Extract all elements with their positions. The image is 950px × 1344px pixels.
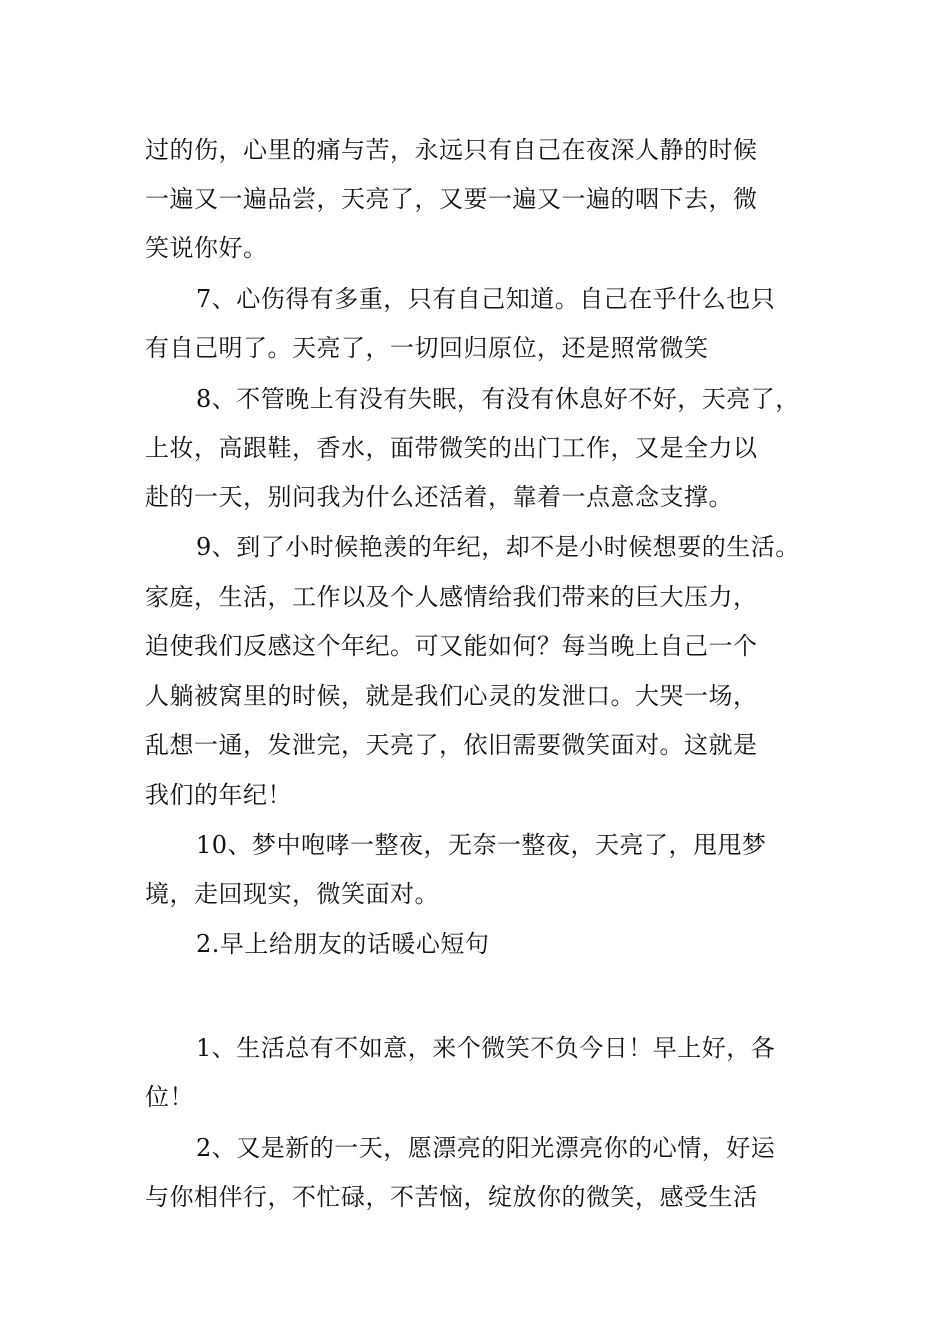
paragraph-8-start: 8、不管晚上有没有失眠，有没有休息好不好，天亮了， [196,385,800,413]
paragraph-7-start: 7、心伤得有多重，只有自己知道。自己在乎什么也只 [196,285,776,313]
text-line: 有自己明了。天亮了，一切回归原位，还是照常微笑 [145,334,709,362]
text-line: 上妆，高跟鞋，香水，面带微笑的出门工作，又是全力以 [145,434,758,462]
paragraph-1-start: 1、生活总有不如意，来个微笑不负今日！早上好，各 [196,1034,776,1062]
paragraph-10-start: 10、梦中咆哮一整夜，无奈一整夜，天亮了，甩甩梦 [196,831,767,859]
text-line: 一遍又一遍品尝，天亮了，又要一遍又一遍的咽下去，微 [145,185,758,213]
text-line: 家庭，生活，工作以及个人感情给我们带来的巨大压力， [145,583,758,611]
text-line: 笑说你好。 [145,234,268,262]
text-line: 与你相伴行，不忙碌，不苦恼，绽放你的微笑，感受生活 [145,1183,758,1211]
paragraph-2-start: 2、又是新的一天，愿漂亮的阳光漂亮你的心情，好运 [196,1134,776,1162]
text-line: 我们的年纪！ [145,781,292,809]
section-heading: 2.早上给朋友的话暖心短句 [196,930,490,958]
text-line: 人躺被窝里的时候，就是我们心灵的发泄口。大哭一场， [145,682,758,710]
text-line: 迫使我们反感这个年纪。可又能如何？每当晚上自己一个 [145,632,758,660]
text-line: 乱想一通，发泄完，天亮了，依旧需要微笑面对。这就是 [145,731,758,759]
text-line: 赴的一天，别问我为什么还活着，靠着一点意念支撑。 [145,483,733,511]
text-line: 过的伤，心里的痛与苦，永远只有自己在夜深人静的时候 [145,136,758,164]
text-line: 位！ [145,1083,194,1111]
paragraph-9-start: 9、到了小时候艳羡的年纪，却不是小时候想要的生活。 [196,533,800,561]
text-line: 境，走回现实，微笑面对。 [145,880,439,908]
